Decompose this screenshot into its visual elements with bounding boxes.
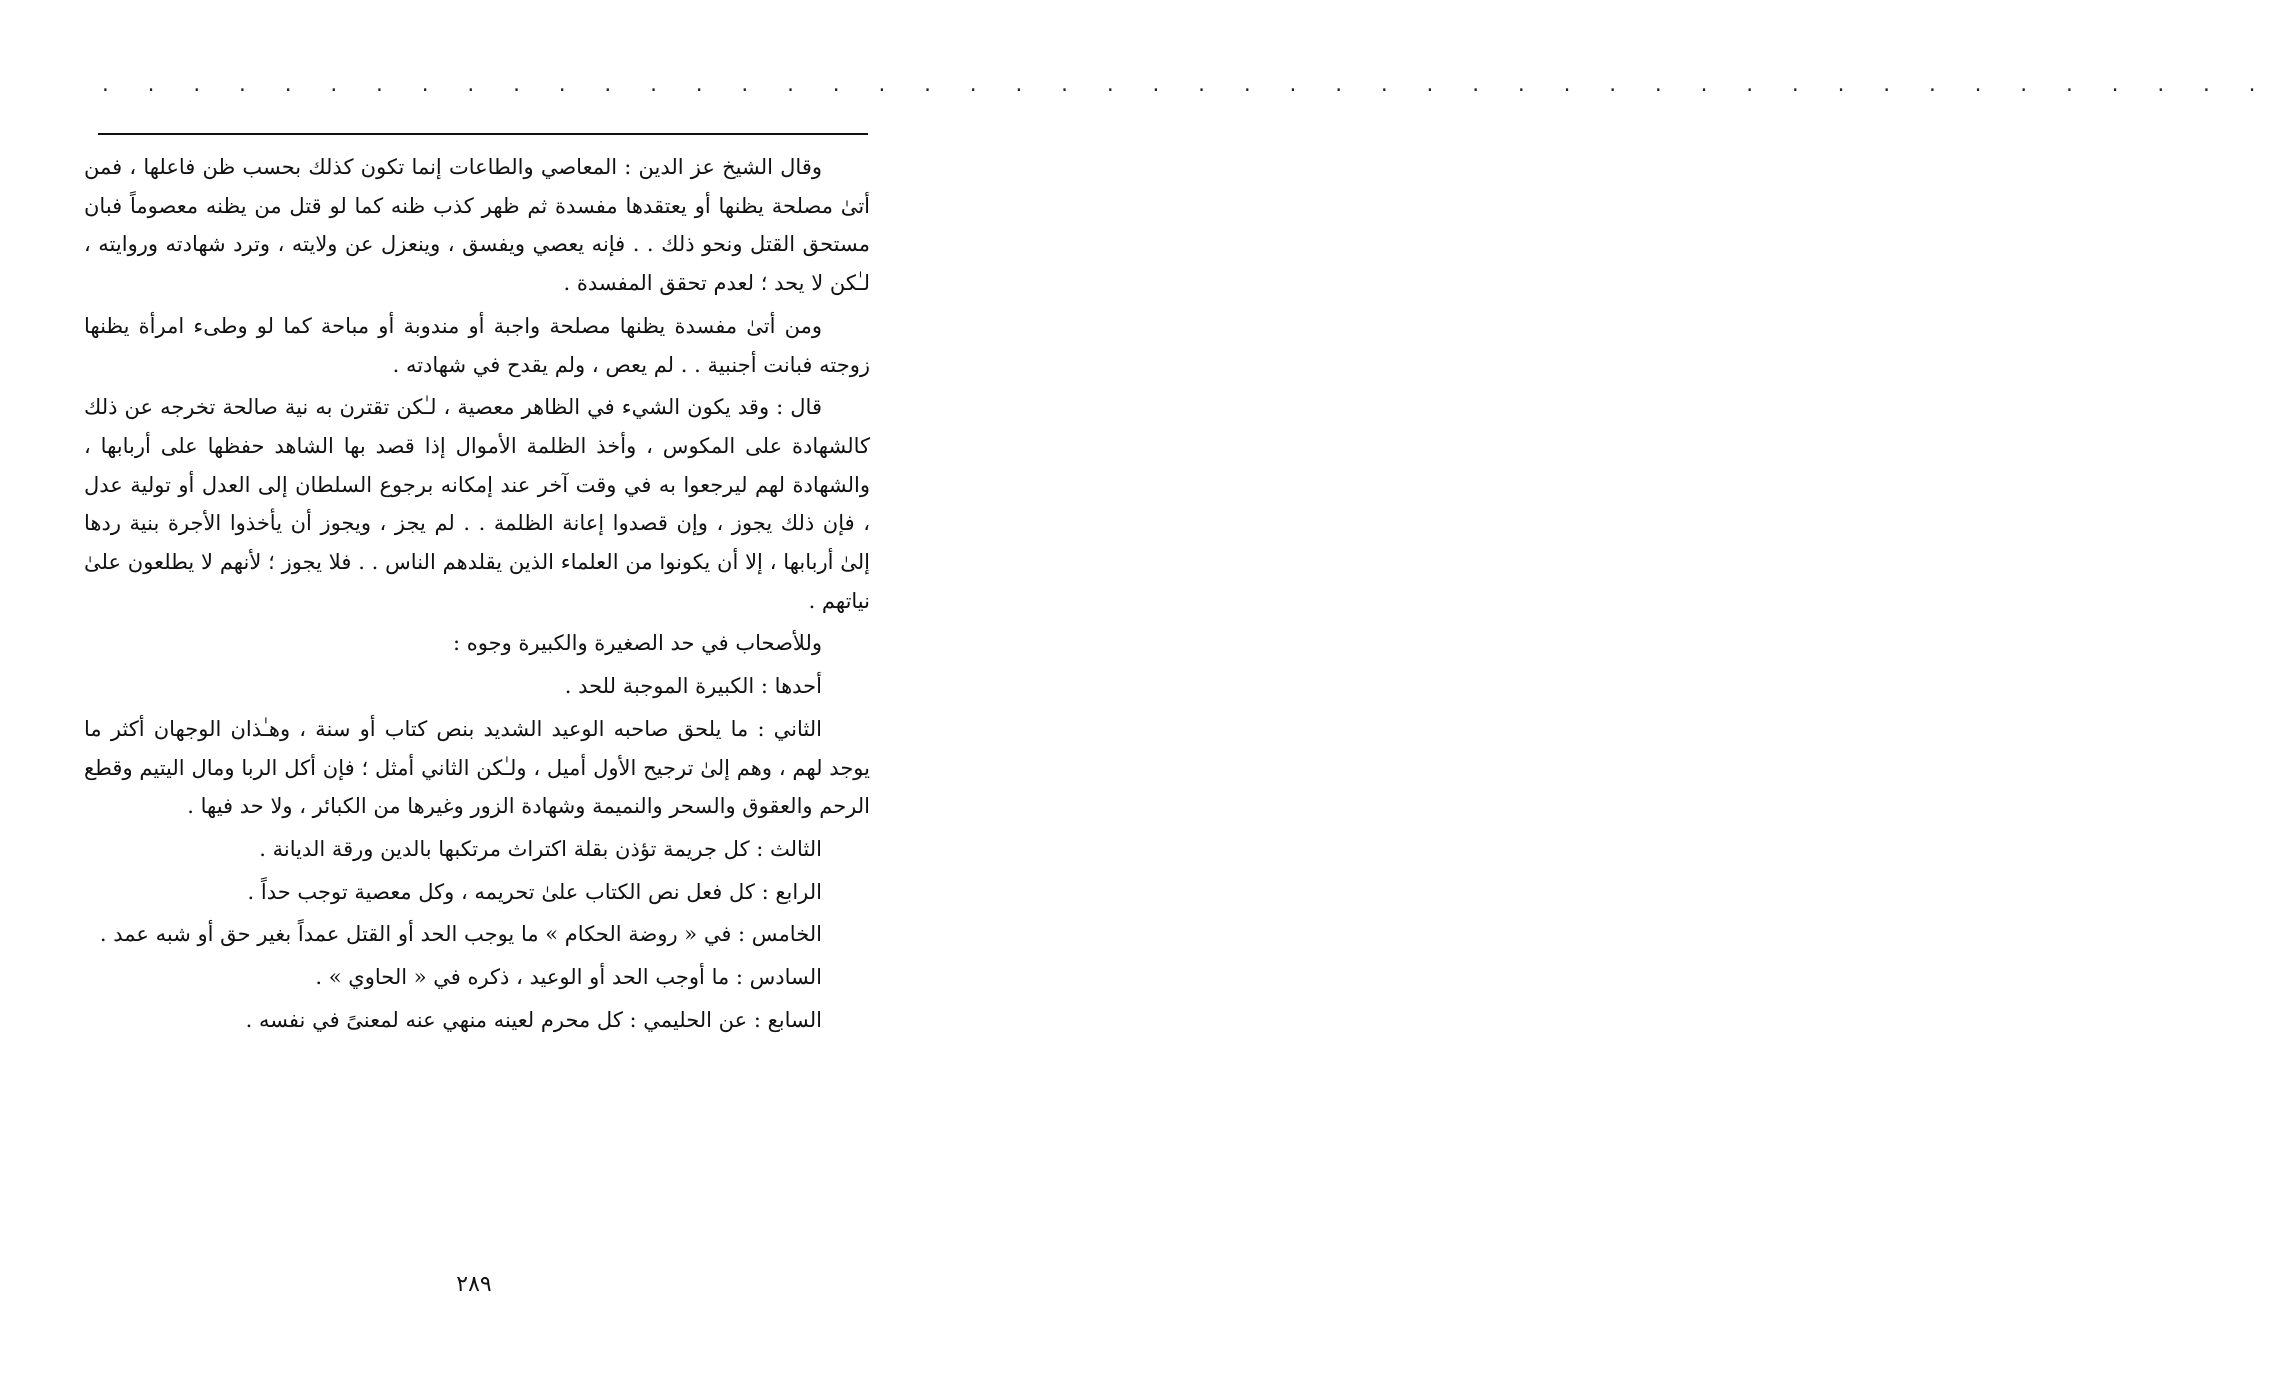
- list-item: السادس : ما أوجب الحد أو الوعيد ، ذكره في « الحاوي » .: [315, 965, 822, 990]
- list-item: أحدها : الكبيرة الموجبة للحد .: [564, 674, 822, 699]
- paragraph: قال : وقد يكون الشيء في الظاهر معصية ، لـٰكن تقترن به نية صالحة تخرجه عن ذلك كالشهادة على المكوس ، وأخذ الظلمة الأموال إذا قصد بها الشاهد حفظها على أربابها ، والشهادة لهم ليرجعوا به في وقت آخر عند إمكانه برجوع السلطان إلى العدل أو تولية عدل ، فإن ذلك يجوز ، وإن قصدوا إعانة الظلمة . . لم يجز ، ويجوز أن يأخذوا الأجرة بنية ردها إلىٰ أربابها ، إلا أن يكونوا من العلماء الذين يقلدهم الناس . . فلا يجوز ؛ لأنهم لا يطلعون علىٰ نياتهم .: [84, 395, 871, 613]
- header-rule: [98, 133, 868, 135]
- list-item: الرابع : كل فعل نص الكتاب علىٰ تحريمه ، وكل معصية توجب حداً .: [247, 879, 822, 904]
- header-dotted-line: · · · · · · · · · · · · · · · · · · · · · · · · · · · · · · · · · · · · · · · · · · · · · · · ·: [100, 80, 2270, 101]
- paragraph: وقال الشيخ عز الدين : المعاصي والطاعات إنما تكون كذلك بحسب ظن فاعلها ، فمن أتىٰ مصلحة يظنها أو يعتقدها مفسدة ثم ظهر كذب ظنه كما لو قتل من يظنه معصوماً فبان مستحق القتل ونحو ذلك . . فإنه يعصي ويفسق ، وينعزل عن ولايته ، وترد شهادته وروايته ، لـٰكن لا يحد ؛ لعدم تحقق المفسدة .: [84, 155, 870, 296]
- list-item: الخامس : في « روضة الحكام » ما يوجب الحد أو القتل عمداً بغير حق أو شبه عمد .: [99, 922, 822, 947]
- list-item: الثاني : ما يلحق صاحبه الوعيد الشديد بنص كتاب أو سنة ، وهـٰذان الوجهان أكثر ما يوجد لهم ، وهم إلىٰ ترجيح الأول أميل ، ولـٰكن الثاني أمثل ؛ فإن أكل الربا ومال اليتيم وقطع الرحم والعقوق والسحر والنميمة وشهادة الزور وغيرها من الكبائر ، ولا حد فيها .: [84, 716, 870, 819]
- page-body: [84, 148, 870, 1043]
- paragraph: ومن أتىٰ مفسدة يظنها مصلحة واجبة أو مندوبة أو مباحة كما لو وطىء امرأة يظنها زوجته فبانت أجنبية . . لم يعص ، ولم يقدح في شهادته .: [84, 313, 870, 377]
- list-item: الثالث : كل جريمة تؤذن بقلة اكتراث مرتكبها بالدين ورقة الديانة .: [259, 836, 822, 861]
- list-item: السابع : عن الحليمي : كل محرم لعينه منهي عنه لمعنىً في نفسه .: [245, 1007, 822, 1032]
- paragraph: وللأصحاب في حد الصغيرة والكبيرة وجوه :: [452, 631, 822, 656]
- page-number: ٢٨٩: [456, 1272, 492, 1297]
